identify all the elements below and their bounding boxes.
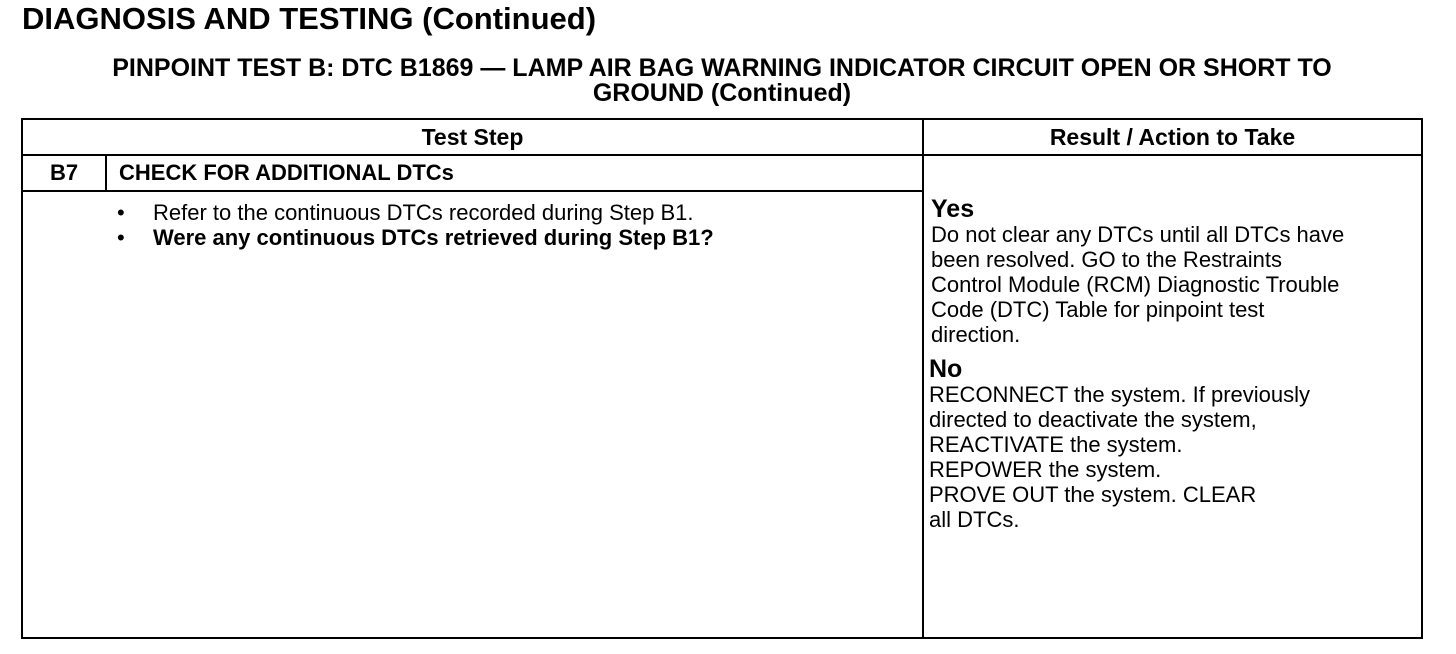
- bullet-marker: •: [117, 200, 125, 225]
- instruction-question: Were any continuous DTCs retrieved during Step B1?: [153, 225, 714, 250]
- bullet-marker: •: [117, 225, 125, 250]
- step-title: CHECK FOR ADDITIONAL DTCs: [119, 160, 454, 185]
- step-instructions: [117, 200, 714, 250]
- test-title-line-1: PINPOINT TEST B: DTC B1869 — LAMP AIR BAG WARNING INDICATOR CIRCUIT OPEN OR SHORT TO: [112, 54, 1332, 82]
- instruction-text: Refer to the continuous DTCs recorded during Step B1.: [153, 200, 694, 225]
- result-no-label: No: [929, 355, 963, 383]
- pinpoint-test-table: [21, 118, 1423, 639]
- step-number: B7: [49, 160, 79, 185]
- instruction-item: [117, 200, 714, 225]
- column-divider: [922, 120, 924, 637]
- page-title: DIAGNOSIS AND TESTING (Continued): [22, 1, 597, 36]
- result-no-action: RECONNECT the system. If previously directed to deactivate the system, REACTIVATE the system. REPOWER the system. PROVE OUT the system. CLEAR all DTCs.: [929, 382, 1311, 532]
- instruction-item: [117, 225, 714, 250]
- step-number-divider: [105, 156, 107, 190]
- result-no: [929, 356, 1419, 532]
- result-yes: [931, 196, 1421, 347]
- column-header-result: Result / Action to Take: [1049, 124, 1296, 150]
- pinpoint-test-title: [22, 56, 1422, 106]
- result-yes-action: Do not clear any DTCs until all DTCs have been resolved. GO to the Restraints Control Module (RCM) Diagnostic Trouble Code (DTC) Table for pinpoint test direction.: [931, 222, 1345, 347]
- result-yes-label: Yes: [931, 195, 975, 223]
- step-title-divider: [23, 190, 922, 192]
- column-header-test-step: Test Step: [421, 124, 524, 150]
- test-title-line-2: GROUND (Continued): [592, 79, 852, 107]
